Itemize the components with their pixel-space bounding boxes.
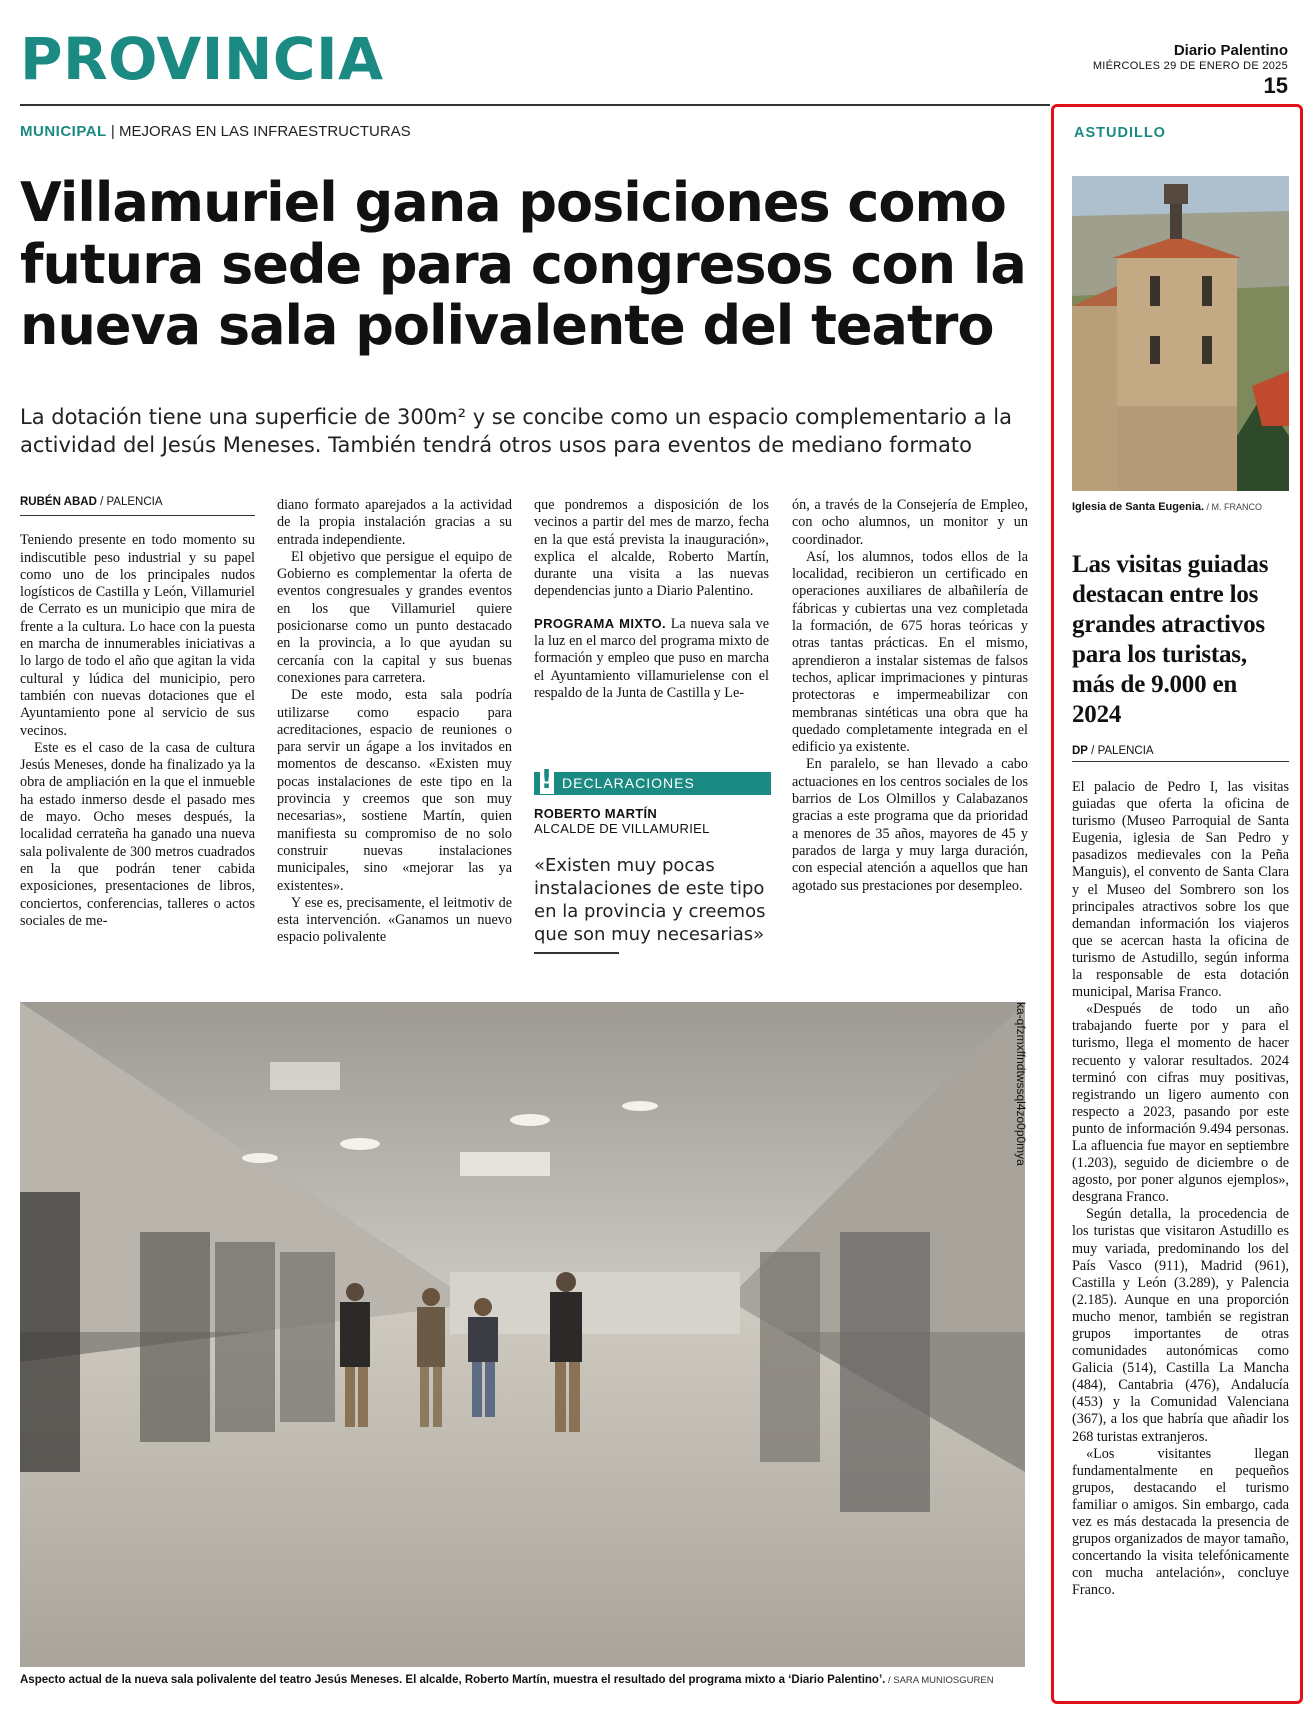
quote-speaker: ROBERTO MARTÍN	[534, 806, 658, 821]
paragraph: ón, a través de la Consejería de Empleo, con ocho alumnos, un monitor y un coordinador.	[792, 497, 1028, 548]
declarations-box	[534, 765, 771, 954]
vertical-code-text: ka-qfzmxffndtwssql4zo0p0mya	[1014, 1002, 1028, 1166]
church-illustration	[1072, 176, 1289, 491]
page-number: 15	[1263, 73, 1288, 98]
sidebar-photo	[1072, 176, 1289, 491]
declarations-bar	[534, 765, 771, 795]
quote-rule	[534, 952, 619, 954]
article-kicker	[20, 123, 411, 140]
paragraph: Este es el caso de la casa de cultura Jesús Meneses, donde ha finalizado ya la obra de ampliación en la que el inmueble ha estado inmerso desde el pasado mes de mayo. Ocho meses después, la localidad cerrateña ha ganado una nueva sala polivalente de 300 metros cuadrados en la que podrán tener cabida exposiciones, presentaciones de libros, conciertos, conferencias, talleres o actos sociales de me-	[20, 739, 255, 929]
article-headline: Villamuriel gana posiciones como futura sede para congresos con la nueva sala polivalente del teatro	[20, 171, 1026, 358]
sidebar-caption-text: Iglesia de Santa Eugenia.	[1072, 501, 1205, 513]
byline-author: RUBÉN ABAD	[20, 496, 97, 508]
hall-illustration	[20, 1002, 1025, 1667]
photo-caption	[20, 1674, 1030, 1686]
vertical-code	[1012, 1002, 1032, 1232]
paper-name: Diario Palentino	[1173, 42, 1288, 59]
sidebar-kicker: ASTUDILLO	[1074, 125, 1166, 141]
issue-date: MIÉRCOLES 29 DE ENERO DE 2025	[1092, 60, 1288, 72]
paragraph: Teniendo presente en todo momento su indiscutible peso industrial y su papel como uno de los principales nudos logísticos de Castilla y León, Villamuriel de Cerrato es un municipio que mira de frente a la cultura. Lo hace con la puesta en marcha de innumerables iniciativas a lo largo de todo el año que agitan la vida cultural y lúdica del municipio, pero también con nuevas dotaciones que el Ayuntamiento pone al servicio de sus vecinos.	[20, 532, 255, 739]
byline-place: / PALENCIA	[96, 496, 163, 508]
paragraph: De este modo, esta sala podría utilizarse como espacio para acreditaciones, espacio de reuniones o para servir un ágape a los invitados en momentos de descanso. «Existen muy pocas instalaciones de este tipo en la provincia y creemos que son muy necesarias», sostiene Martín, quien manifiesta su compromiso de no solo construir nuevas instalaciones municipales, sino «mejorar las ya existentes».	[277, 687, 512, 894]
paragraph: Y ese es, precisamente, el leitmotiv de esta intervención. «Ganamos un nuevo espacio polivalente	[277, 894, 512, 946]
paragraph: «Después de todo un año trabajando fuerte por y para el turismo, llega el momento de hacer recuento y valorar resultados. 2024 terminó con cifras muy positivas, registrando un ligero aumento con respecto a 2023, pasando por este punto de información 9.494 personas. La afluencia fue mayor en septiembre (1.203), seguido de diciembre o de agosto, por poner algunos ejemplos», desgrana Franco.	[1072, 1001, 1289, 1206]
paragraph: que pondremos a disposición de los vecinos a partir del mes de marzo, fecha en la que está prevista la inauguración», explica el alcalde, Roberto Martín, durante una visita a las nuevas dependencias junto a Diario Palentino.	[534, 497, 769, 600]
sidebar-photo-credit: / M. FRANCO	[1204, 502, 1263, 512]
kicker-separator: |	[110, 123, 115, 140]
paragraph: diano formato aparejados a la actividad de la propia instalación gracias a su entrada independiente.	[277, 497, 512, 548]
declarations-label: DECLARACIONES	[562, 775, 695, 791]
article-subhead: La dotación tiene una superficie de 300m² y se concibe como un espacio complementario a la actividad del Jesús Meneses. También tendrá otros usos para eventos de mediano formato	[20, 405, 1012, 457]
paragraph	[534, 615, 769, 702]
sidebar-article	[1051, 104, 1303, 1704]
paragraph: Según detalla, la procedencia de los turistas que visitaron Astudillo es muy variada, predominando los del País Vasco (911), Madrid (961), Castilla y León (3.289), y Palencia (2.185). Aunque en una proporción mucho menor, también se registran grupos importantes de otras comunidades autonómicas como Galicia (514), Castilla La Mancha (484), Cantabria (476), Andalucía (453) y la Comunidad Valenciana (367), a los que habría que añadir los 268 turistas extranjeros.	[1072, 1206, 1289, 1445]
kicker-section: MUNICIPAL	[20, 123, 107, 140]
masthead	[1093, 42, 1288, 99]
caption-text: Aspecto actual de la nueva sala polivalente del teatro Jesús Meneses. El alcalde, Roberto Martín, muestra el resultado del programa mixto a ‘Diario Palentino’.	[20, 1674, 886, 1686]
article-column-2	[277, 497, 512, 947]
inline-subtitle: PROGRAMA MIXTO.	[534, 615, 667, 631]
sidebar-photo-caption	[1072, 501, 1262, 513]
photo-credit: / SARA MUNIOSGUREN	[885, 1675, 994, 1686]
exclamation-icon: !	[540, 765, 554, 795]
paragraph: «Los visitantes llegan fundamentalmente en pequeños grupos, destacando el turismo familiar o amigos. Sin embargo, cada vez es más destacada la presencia de grupos organizados de mayor tamaño, concertando la visita telefónicamente con mucha antelación», concluye Franco.	[1072, 1445, 1289, 1599]
sidebar-byline	[1072, 745, 1289, 762]
paragraph-text: La nueva sala ve la luz en el marco del programa mixto de formación y empleo que puso en marcha el Ayuntamiento villamurielense con el respaldo de la Junta de Castilla y Le-	[534, 615, 769, 701]
sidebar-byline-place: / PALENCIA	[1087, 745, 1154, 757]
sidebar-body	[1072, 779, 1289, 1600]
article-column-1	[20, 497, 255, 930]
article-byline	[20, 494, 255, 516]
paragraph: El palacio de Pedro I, las visitas guiadas que oferta la oficina de turismo (Museo Parroquial de Santa Eugenia, iglesia de San Pedro y pasadizos medievales con la Peña Manguis), el convento de Santa Clara y el Museo del Sombrero son los principales atractivos sobre los que demandan información los viajeros que se acercan hasta la oficina de turismo de Astudillo, según informa la responsable de esta dotación municipal, Marisa Franco.	[1072, 779, 1289, 1001]
header-rule	[20, 104, 1050, 106]
article-column-3	[534, 497, 769, 702]
paragraph: En paralelo, se han llevado a cabo actuaciones en los centros sociales de los barrios de Los Olmillos y Calabazanos gracias a este programa que da prioridad a menores de 35 años, mayores de 45 y parados de larga y muy larga duración, con especial atención a aquellos que han agotado sus prestaciones por desempleo.	[792, 756, 1028, 894]
paragraph: El objetivo que persigue el equipo de Gobierno es complementar la oferta de eventos congresuales y grandes eventos en los que Villamuriel quiere posicionarse como un punto destacado en la provincia, a lo que ayudan su cercanía con la capital y sus buenas conexiones para carretera.	[277, 548, 512, 686]
article-photo	[20, 1002, 1025, 1667]
paragraph: Así, los alumnos, todos ellos de la localidad, recibieron un certificado en operaciones auxiliares de albañilería de fábricas y cubiertas una vez completada la formación, de 675 horas teóricas y otras tantas prácticas. En el mismo, aprendieron a instalar sistemas de falsos techos, aplicar imprimaciones y pinturas protectoras e impermeabilizar con membranas sintéticas una obra que ha quedado completamente integrada en el edificio ya existente.	[792, 548, 1028, 756]
quote-speaker-role: ALCALDE DE VILLAMURIEL	[534, 821, 710, 836]
article-column-4	[792, 497, 1028, 895]
pull-quote: «Existen muy pocas instalaciones de este tipo en la provincia y creemos que son muy necesarias»	[534, 855, 766, 946]
section-title: PROVINCIA	[20, 25, 384, 93]
sidebar-headline: Las visitas guiadas destacan entre los grandes atractivos para los turistas, más de 9.000 en 2024	[1072, 551, 1269, 728]
kicker-topic: MEJORAS EN LAS INFRAESTRUCTURAS	[118, 123, 411, 140]
sidebar-byline-author: DP	[1072, 745, 1088, 757]
